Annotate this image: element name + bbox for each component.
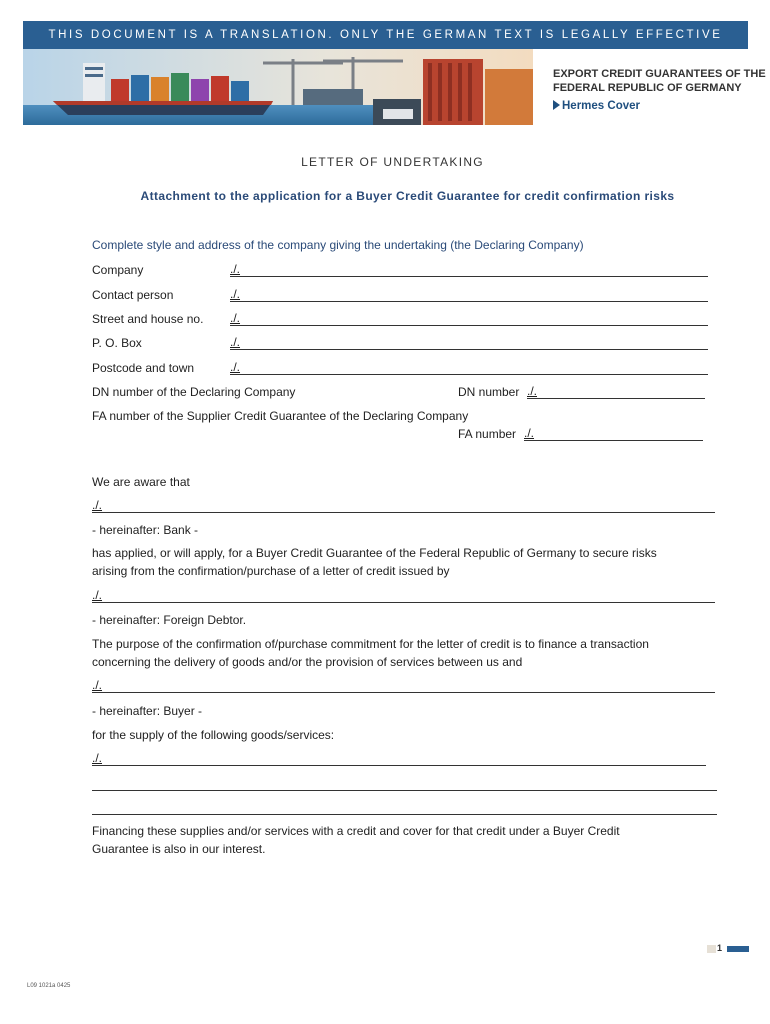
fa-number-description: FA number of the Supplier Credit Guarantee of the Declaring Company	[92, 409, 469, 423]
goods-services-field[interactable]: ./.	[92, 752, 706, 766]
goods-services-field-line-3[interactable]	[92, 801, 717, 815]
financing-line-1: Financing these supplies and/or services with a credit and cover for that credit under a Buyer Credit	[92, 824, 620, 838]
document-title: LETTER OF UNDERTAKING	[301, 155, 484, 169]
dn-number-field[interactable]: ./.	[527, 385, 705, 399]
dn-number-label: DN number	[458, 385, 520, 399]
company-label: Company	[92, 263, 144, 277]
bank-note: - hereinafter: Bank -	[92, 523, 199, 537]
purpose-paragraph	[92, 636, 649, 671]
page-number-marker	[707, 945, 716, 953]
buyer-field[interactable]: ./.	[92, 679, 715, 693]
financing-line-2: Guarantee is also in our interest.	[92, 841, 266, 856]
page-accent-bar	[727, 946, 749, 952]
po-box-label: P. O. Box	[92, 336, 142, 350]
supply-statement: for the supply of the following goods/services:	[92, 728, 335, 742]
hermes-cover-logo	[553, 100, 640, 112]
buyer-note: - hereinafter: Buyer -	[92, 704, 203, 718]
applied-line-2: arising from the confirmation/purchase of a letter of credit issued by	[92, 563, 450, 578]
form-code: L09 1021a 0425	[27, 983, 71, 989]
purpose-line-2: concerning the delivery of goods and/or the provision of services between us and	[92, 654, 523, 669]
contact-person-field[interactable]: ./.	[230, 288, 708, 302]
organization-name-line-1: EXPORT CREDIT GUARANTEES OF THE	[553, 68, 766, 80]
fa-number-field[interactable]: ./.	[524, 427, 703, 441]
financing-paragraph	[92, 823, 620, 858]
organization-name-line-2: FEDERAL REPUBLIC OF GERMANY	[553, 81, 742, 94]
organization-name	[553, 68, 766, 95]
page-number: 1	[717, 943, 723, 953]
street-field[interactable]: ./.	[230, 312, 708, 326]
contact-person-label: Contact person	[92, 288, 174, 302]
translation-notice-banner: THIS DOCUMENT IS A TRANSLATION. ONLY THE GERMAN TEXT IS LEGALLY EFFECTIVE	[23, 21, 748, 49]
postcode-town-label: Postcode and town	[92, 361, 195, 375]
debtor-note: - hereinafter: Foreign Debtor.	[92, 613, 247, 627]
brand-name: Hermes Cover	[562, 100, 640, 112]
company-section-heading: Complete style and address of the company giving the undertaking (the Declaring Company)	[92, 238, 584, 252]
fa-number-label: FA number	[458, 427, 517, 441]
goods-services-field-line-2[interactable]	[92, 777, 717, 791]
container-ship-photo	[23, 49, 533, 125]
applied-paragraph	[92, 545, 657, 580]
play-triangle-icon	[553, 100, 560, 110]
po-box-field[interactable]: ./.	[230, 336, 708, 350]
dn-number-description: DN number of the Declaring Company	[92, 385, 296, 399]
bank-field[interactable]: ./.	[92, 499, 715, 513]
document-subtitle: Attachment to the application for a Buyer Credit Guarantee for credit confirmation risks	[140, 189, 675, 203]
postcode-town-field[interactable]: ./.	[230, 361, 708, 375]
applied-line-1: has applied, or will apply, for a Buyer Credit Guarantee of the Federal Republic of Germany to secure risks	[92, 546, 657, 560]
company-field[interactable]: ./.	[230, 263, 708, 277]
foreign-debtor-field[interactable]: ./.	[92, 589, 715, 603]
street-label: Street and house no.	[92, 312, 204, 326]
purpose-line-1: The purpose of the confirmation of/purchase commitment for the letter of credit is to finance a transaction	[92, 637, 649, 651]
aware-statement: We are aware that	[92, 475, 190, 489]
